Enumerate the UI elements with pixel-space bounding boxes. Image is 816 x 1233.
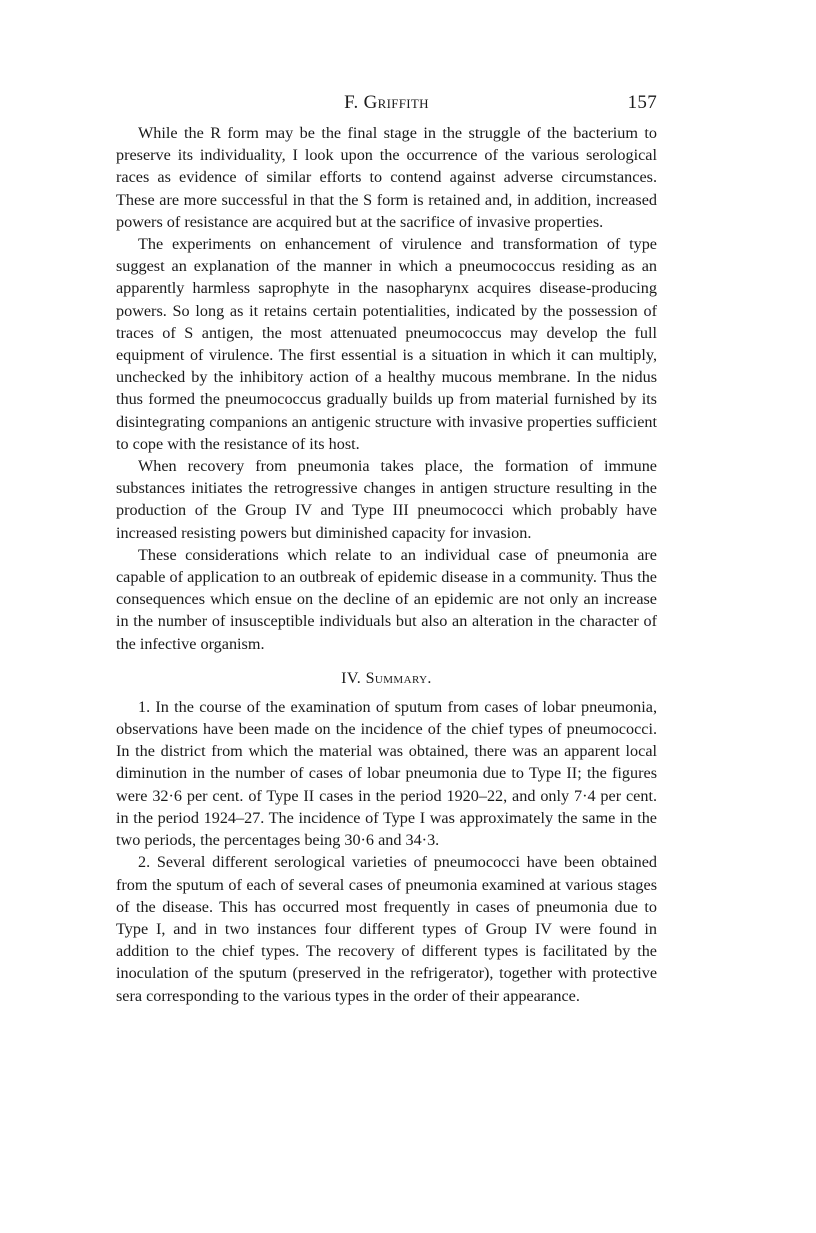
summary-text [116,696,657,1007]
page-number: 157 [627,92,657,113]
page [116,88,657,1007]
paragraph: When recovery from pneumonia takes place, the formation of immune substances initiates the retrogressive changes in antigen structure resulting in the production of the Group IV and Type III pneumococci which probably have increased resisting powers but diminished capacity for invasion. [116,457,657,542]
paragraph: The experiments on enhancement of virulence and transformation of type suggest an explanation of the manner in which a pneumococcus residing as an apparently harmless saprophyte in the nasopharynx acquires disease-producing powers. So long as it retains certain potentialities, indicated by the possession of traces of S antigen, the most attenuated pneumococcus may develop the full equipment of virulence. The first essential is a situation in which it can multiply, unchecked by the inhibitory action of a healthy mucous membrane. In the nidus thus formed the pneumococcus gradually builds up from material furnished by its disintegrating companions an antigenic structure with invasive properties sufficient to cope with the resistance of its host. [116,235,657,453]
section-heading [116,670,657,688]
running-head [116,88,657,122]
summary-item: 2. Several different serological varieties of pneumococci have been obtained from the sputum of each of several cases of pneumonia examined at various stages of the disease. This has occurred most frequently in cases of pneumonia due to Type I, and in two instances four different types of Group IV were found in addition to the chief types. The recovery of different types is facilitated by the inoculation of the sputum (preserved in the refrigerator), together with protective sera corresponding to the various types in the order of their appearance. [116,853,657,1005]
discussion-text [116,122,657,655]
paragraph: These considerations which relate to an individual case of pneumonia are capable of application to an outbreak of epidemic disease in a community. Thus the consequences which ensue on the decline of an epidemic are not only an increase in the number of insusceptible individuals but also an alteration in the character of the infective organism. [116,545,657,653]
running-head-author: F. Griffith [344,92,429,113]
paragraph: While the R form may be the final stage in the struggle of the bacterium to preserve its individuality, I look upon the occurrence of the various serological races as evidence of similar efforts to contend against adverse circumstances. These are more successful in that the S form is retained and, in addition, increased powers of resistance are acquired but at the sacrifice of invasive properties. [116,124,657,231]
summary-item: 1. In the course of the examination of sputum from cases of lobar pneumonia, observations have been made on the incidence of the chief types of pneumococci. In the district from which the material was obtained, there was an apparent local diminution in the number of cases of lobar pneumonia due to Type II; the figures were 32·6 per cent. of Type II cases in the period 1920–22, and only 7·4 per cent. in the period 1924–27. The incidence of Type I was approximately the same in the two periods, the percentages being 30·6 and 34·3. [116,697,657,850]
section-title: Summary. [365,669,432,687]
section-numeral: IV. [341,669,362,687]
